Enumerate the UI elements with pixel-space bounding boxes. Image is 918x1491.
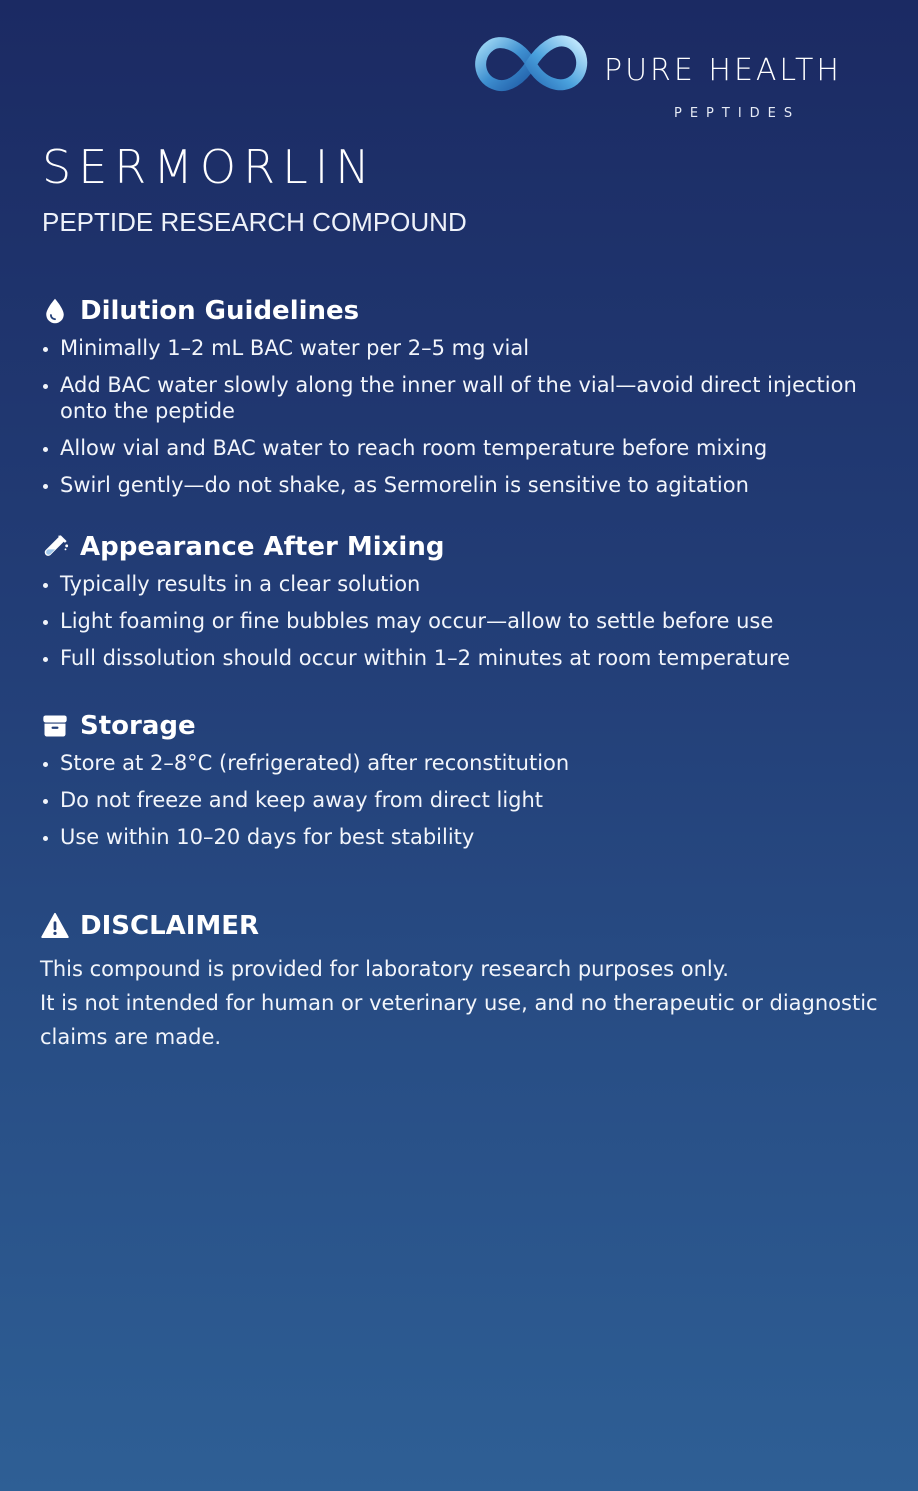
brand-tagline: PEPTIDES xyxy=(674,106,801,121)
storage-section xyxy=(40,706,890,861)
storage-list xyxy=(40,750,890,850)
appearance-title: Appearance After Mixing xyxy=(80,532,445,562)
archive-box-icon xyxy=(40,711,70,741)
dilution-section xyxy=(40,291,890,509)
warning-icon xyxy=(40,911,70,941)
product-title: SERMORLIN xyxy=(42,140,377,194)
storage-title: Storage xyxy=(80,711,196,741)
water-drop-icon xyxy=(40,296,70,326)
list-item: Light foaming or fine bubbles may occur—allow to settle before use xyxy=(40,608,890,634)
dilution-header xyxy=(40,291,890,331)
dilution-list xyxy=(40,335,890,498)
list-item: Swirl gently—do not shake, as Sermorelin is sensitive to agitation xyxy=(40,472,890,498)
brand-name: PURE HEALTH xyxy=(604,53,842,88)
list-item: Use within 10–20 days for best stability xyxy=(40,824,890,850)
appearance-header xyxy=(40,527,890,567)
list-item: Typically results in a clear solution xyxy=(40,571,890,597)
list-item: Do not freeze and keep away from direct light xyxy=(40,787,890,813)
appearance-list xyxy=(40,571,890,671)
dilution-title: Dilution Guidelines xyxy=(80,296,360,326)
appearance-section xyxy=(40,527,890,682)
brand-logo xyxy=(470,28,890,121)
infinity-loop-icon xyxy=(470,28,592,100)
product-subtitle: PEPTIDE RESEARCH COMPOUND xyxy=(42,207,467,237)
storage-header xyxy=(40,706,890,746)
list-item: Add BAC water slowly along the inner wall of the vial—avoid direct injection onto the peptide xyxy=(40,372,890,424)
disclaimer-text: This compound is provided for laboratory research purposes only. It is not intended for human or veterinary use, and no therapeutic or diagnostic claims are made. xyxy=(40,957,878,1049)
list-item: Full dissolution should occur within 1–2 minutes at room temperature xyxy=(40,645,890,671)
disclaimer-header xyxy=(40,906,890,946)
disclaimer-section xyxy=(40,906,890,1054)
list-item: Allow vial and BAC water to reach room temperature before mixing xyxy=(40,435,890,461)
disclaimer-title: DISCLAIMER xyxy=(80,911,260,941)
test-tube-icon xyxy=(40,532,70,562)
list-item: Minimally 1–2 mL BAC water per 2–5 mg vial xyxy=(40,335,890,361)
list-item: Store at 2–8°C (refrigerated) after reconstitution xyxy=(40,750,890,776)
